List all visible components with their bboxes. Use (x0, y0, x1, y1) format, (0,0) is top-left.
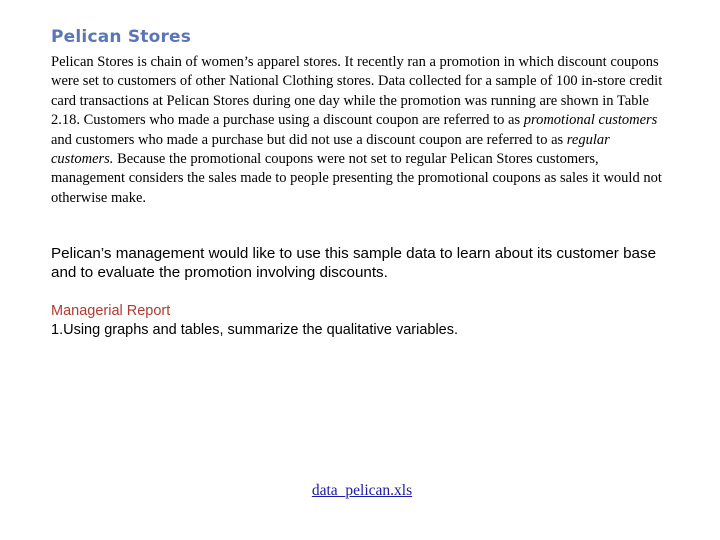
page-title: Pelican Stores (51, 27, 192, 47)
managerial-report-task: 1.Using graphs and tables, summarize the qualitative variables. (51, 322, 459, 338)
data-file-link[interactable]: data_pelican.xls (311, 482, 413, 499)
intro-emphasis-regular: regular customers. (51, 131, 610, 168)
intro-part-3: Because the promotional coupons were not set to regular Pelican Stores customers, management considers the sales made to people presenting the promotional coupons as sales it would not otherwise make. (51, 151, 662, 206)
intro-paragraph (51, 53, 671, 208)
intro-emphasis-promotional: promotional customers (523, 112, 658, 129)
intro-part-1: Pelican Stores is chain of women’s apparel stores. It recently ran a promotion in which discount coupons were set to customers of other National Clothing stores. Data collected for a sample of 100 in-store credit card transactions at Pelican Stores during one day while the promotion was running are shown in Table 2.18. Customers who made a purchase using a discount coupon are referred to as (51, 54, 663, 129)
management-paragraph: Pelican’s management would like to use this sample data to learn about its customer base and to evaluate the promotion involving discounts. (51, 245, 657, 281)
intro-text (51, 53, 671, 208)
managerial-report-heading: Managerial Report (51, 303, 171, 319)
intro-part-2: and customers who made a purchase but did not use a discount coupon are referred to as (51, 131, 567, 148)
